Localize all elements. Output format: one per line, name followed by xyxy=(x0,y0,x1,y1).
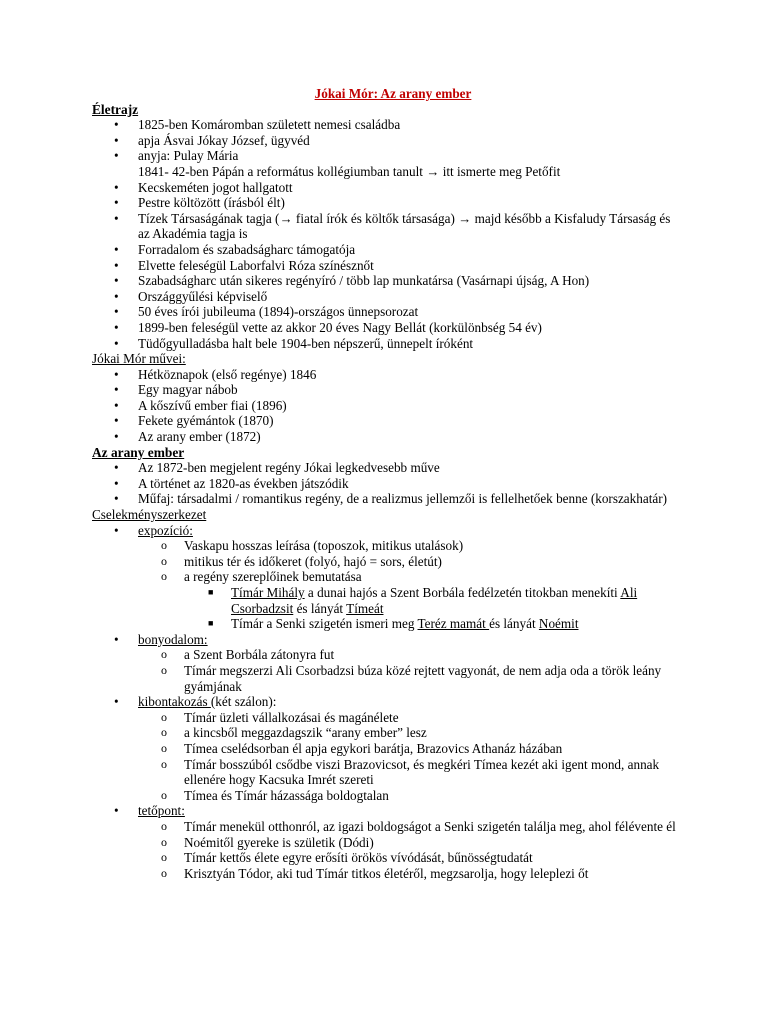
list-item: o mitikus tér és időkeret (folyó, hajó = sors, életút) xyxy=(161,553,442,569)
list-item: • 1899-ben feleségül vette az akkor 20 éves Nagy Bellát (korkülönbség 54 év) xyxy=(114,319,542,335)
list-item-continuation: 1841- 42-ben Pápán a református kollégiumban tanult → itt ismerte meg Petőfit xyxy=(138,163,561,179)
section-heading-arany-ember: Az arany ember xyxy=(92,444,185,460)
list-item: • Egy magyar nábob xyxy=(114,382,238,398)
cselekmeny-list xyxy=(92,523,682,882)
list-item: o Tímár menekül otthonról, az igazi boldogságot a Senki szigetén találja meg, ahol félévente él xyxy=(161,818,676,834)
list-item: o a regény szereplőinek bemutatása ■ Tímár Mihály a dunai hajós a Szent Borbála fedélzetén titokban menekíti Ali Csorbadzsit és lányát Tímeát ■ Tímár a Senki szigetén ismeri meg Teréz mamát és lányát Noémit xyxy=(138,569,682,631)
list-item: o Krisztyán Tódor, aki tud Tímár titkos életéről, megzsarolja, hogy leleplezi őt xyxy=(161,865,589,881)
muvei-list xyxy=(92,367,682,445)
list-item: • apja Ásvai Jókay József, ügyvéd xyxy=(114,132,310,148)
section-heading-eletrajz: Életrajz xyxy=(92,101,139,117)
list-item: o Tímár bosszúból csődbe viszi Brazovicsot, és megkéri Tímea kezét aki igent mond, annak ellenére hogy Kacsuka Imrét szereti xyxy=(161,756,660,788)
list-item-bonyodalom: • bonyodalom: o a Szent Borbála zátonyra fut o Tímár megszerzi Ali Csorbadzsi búza közé rejtett vagyonát, de nem adja oda a török leány gyámjának xyxy=(92,632,682,694)
section-heading-cselekmeny: Cselekményszerkezet xyxy=(92,507,207,523)
list-item: • Pestre költözött (írásból élt) xyxy=(114,195,285,211)
kibontakozas-sublist xyxy=(138,710,682,804)
list-item: o a Szent Borbála zátonyra fut xyxy=(161,647,335,663)
list-item: • anyja: Pulay Mária 1841- 42-ben Pápán a református kollégiumban tanult → itt ismerte meg Petőfit xyxy=(92,148,682,179)
list-item: o Tímea és Tímár házassága boldogtalan xyxy=(161,787,389,803)
list-item: • A történet az 1820-as években játszódik xyxy=(114,475,349,491)
list-item: • Az 1872-ben megjelent regény Jókai legkedvesebb műve xyxy=(114,460,440,476)
list-item: ■ Tímár Mihály a dunai hajós a Szent Borbála fedélzetén titokban menekíti Ali Csorbadzsit és lányát Tímeát xyxy=(208,585,638,616)
list-item: o a kincsből meggazdagszik “arany ember” lesz xyxy=(161,725,427,741)
szereplok-sublist xyxy=(184,585,682,632)
list-item: • Elvette feleségül Laborfalvi Róza színésznőt xyxy=(114,257,374,273)
list-item: o Tímár megszerzi Ali Csorbadzsi búza közé rejtett vagyonát, de nem adja oda a török leány gyámjának xyxy=(161,662,662,694)
list-item: • 1825-ben Komáromban született nemesi családba xyxy=(114,117,401,133)
list-item: • Az arany ember (1872) xyxy=(114,429,261,445)
list-item: o Vaskapu hosszas leírása (toposzok, mitikus utalások) xyxy=(161,538,464,554)
list-item: o Tímea cselédsorban él apja egykori barátja, Brazovics Athanáz házában xyxy=(161,740,563,756)
list-item-expozicio: • expozíció: o Vaskapu hosszas leírása (toposzok, mitikus utalások) o mitikus tér és időkeret (folyó, hajó = sors, életút) o a regény szereplőinek bemutatása ■ Tímár Mihály a dunai hajós a Szent Borbála fedélzetén titokban menekíti Ali Csorbadzsit és lányát Tímeát ■ Tímár a Senki szigetén ismeri meg Teréz mamát és lányát Noémit xyxy=(92,523,682,632)
list-item: • Műfaj: társadalmi / romantikus regény, de a realizmus jellemzői is fellelhetőek benne (korszakhatár) xyxy=(114,491,668,507)
list-item: • Tüdőgyulladásba halt bele 1904-ben népszerű, ünnepelt íróként xyxy=(114,335,474,351)
list-item: • Fekete gyémántok (1870) xyxy=(114,413,274,429)
list-item: • Forradalom és szabadságharc támogatója xyxy=(114,241,356,257)
list-item: • Kecskeméten jogot hallgatott xyxy=(114,179,293,195)
bonyodalom-sublist xyxy=(138,647,682,694)
list-item: o Noémitől gyereke is születik (Dódi) xyxy=(161,834,374,850)
section-heading-muvei: Jókai Mór művei: xyxy=(92,351,186,367)
list-item: o Tímár kettős élete egyre erősíti örökös vívódását, bűnösségtudatát xyxy=(161,850,533,866)
document-page xyxy=(92,86,682,881)
list-item: • Szabadságharc után sikeres regényíró / több lap munkatársa (Vasárnapi újság, A Hon) xyxy=(114,273,590,289)
list-item: • 50 éves írói jubileuma (1894)-országos ünnepsorozat xyxy=(114,304,419,320)
list-item: • A kőszívű ember fiai (1896) xyxy=(114,397,287,413)
arany-ember-list xyxy=(92,460,682,507)
document-title: Jókai Mór: Az arany ember xyxy=(314,86,472,101)
list-item-tetopont: • tetőpont: o Tímár menekül otthonról, az igazi boldogságot a Senki szigetén találja meg, ahol félévente él o Noémitől gyereke is születik (Dódi) o Tímár kettős élete egyre erősíti örökös vívódását, bűnösségtudatát o Krisztyán Tódor, aki tud Tímár titkos életéről, megzsarolja, hogy leleplezi őt xyxy=(92,803,682,881)
expozicio-sublist xyxy=(138,538,682,632)
list-item-kibontakozas: • kibontakozás (két szálon): o Tímár üzleti vállalkozásai és magánélete o a kincsből meggazdagszik “arany ember” lesz o Tímea cselédsorban él apja egykori barátja, Brazovics Athanáz házában o Tímár bosszúból csődbe viszi Brazovicsot, és megkéri Tímea kezét aki igent mond, annak ellenére hogy Kacsuka Imrét szereti o Tímea és Tímár házassága boldogtalan xyxy=(92,694,682,803)
list-item: ■ Tímár a Senki szigetén ismeri meg Teréz mamát és lányát Noémit xyxy=(208,616,579,632)
list-item: • Hétköznapok (első regénye) 1846 xyxy=(114,366,317,382)
list-item: • Tízek Társaságának tagja (→ fiatal írók és költők társasága) → majd később a Kisfaludy Társaság és az Akadémia tagja is xyxy=(114,210,671,242)
list-item: o Tímár üzleti vállalkozásai és magánélete xyxy=(161,709,399,725)
tetopont-sublist xyxy=(138,819,682,881)
list-item: • Országgyűlési képviselő xyxy=(114,288,268,304)
eletrajz-list xyxy=(92,117,682,351)
